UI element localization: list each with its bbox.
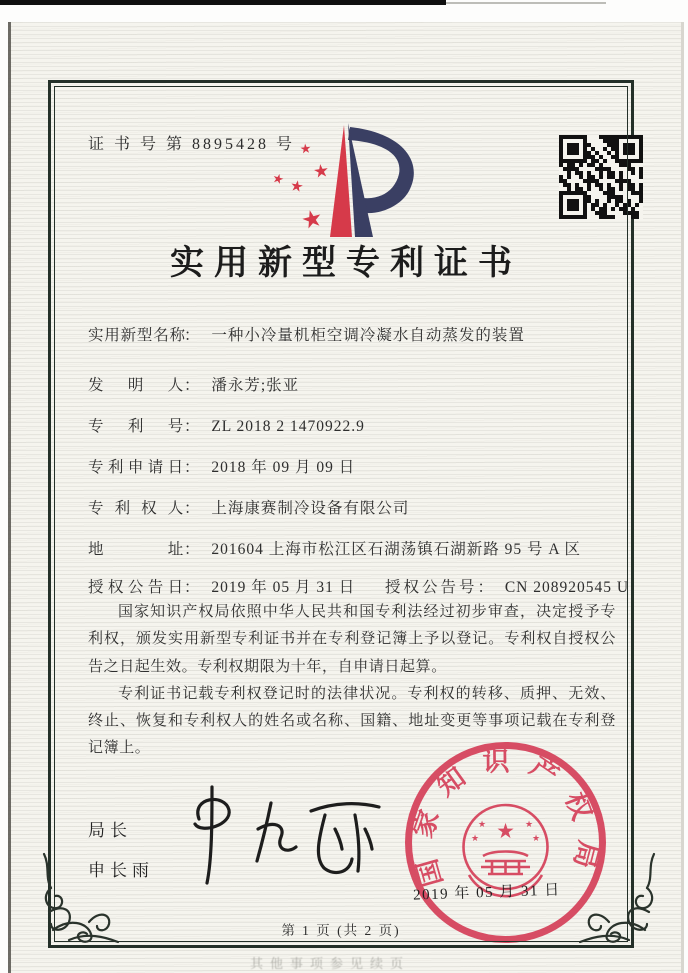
field-value: 上海康赛制冷设备有限公司 [211,500,410,517]
field-label: 授权公告日 [88,579,184,596]
certificate-number: 证 书 号 第 8895428 号 [88,136,296,153]
field-value: 201604 上海市松江区石湖荡镇石湖新路 95 号 A 区 [211,541,582,558]
certificate-frame [48,80,634,948]
page-number: 第 1 页 (共 2 页) [281,923,401,938]
svg-text:★: ★ [311,160,331,183]
field-label: 专利申请日 [88,459,184,476]
bleed-through-note: 其他事项参见续页 [250,956,411,971]
field-label: 地址 [88,541,184,558]
field-value: CN 208920545 U [504,579,630,596]
field-grant-row [88,575,630,597]
paper-edge-shadow-right [681,22,684,973]
field-patent-number [88,414,365,436]
field-label: 发明人 [88,377,184,394]
colon: ： [184,327,201,344]
colon: ： [184,377,201,394]
field-label: 授权公告号 [385,579,478,596]
colon: ： [184,541,201,558]
colon: ： [477,579,494,596]
field-filing-date [88,455,355,477]
field-address [88,537,581,559]
field-label: 专利号 [88,418,184,435]
legal-paragraph: 专利证书记载专利权登记时的法律状况。专利权的转移、质押、无效、终止、恢复和专利权人的姓名或名称、国籍、地址变更等事项记载在专利登记簿上。 [88,685,616,757]
seal-date: 2019 年 05 月 31 日 [412,882,562,904]
field-value: 2018 年 09 月 09 日 [211,459,356,476]
field-value: 一种小冷量机柜空调冷凝水自动蒸发的装置 [211,327,525,344]
paper-edge-shadow-left [8,22,11,973]
svg-text:★: ★ [524,819,534,829]
certificate-paper [8,22,684,973]
field-label: 专利权人 [88,500,184,517]
director-signature-handwriting [159,779,399,891]
svg-text:★: ★ [298,140,313,157]
scan-artifact-line-faint [446,2,606,4]
svg-text:★: ★ [477,819,487,829]
field-utility-model-name [88,323,525,345]
colon: ： [184,500,201,517]
field-value: 潘永芳;张亚 [211,377,300,394]
field-value: 2019 年 05 月 31 日 [211,579,356,596]
svg-text:★: ★ [270,169,286,188]
legal-paragraph: 国家知识产权局依照中华人民共和国专利法经过初步审查，决定授予专利权，颁发实用新型专利证书并在专利登记簿上予以登记。专利权自授权公告之日起生效。专利权期限为十年，自申请日起算。 [88,604,616,675]
certificate-title: 实用新型专利证书 [170,245,522,282]
colon: ： [184,459,201,476]
director-title: 局长 [88,821,132,840]
field-inventor [88,373,299,395]
director-name: 申长雨 [88,861,154,880]
colon: ： [184,579,201,596]
corner-flourish-right [560,852,660,944]
svg-text:★: ★ [298,204,326,236]
svg-text:★: ★ [496,819,515,843]
svg-text:★: ★ [470,833,480,843]
svg-text:★: ★ [531,833,541,843]
field-patentee [88,496,409,518]
field-label: 实用新型名称 [88,327,186,344]
svg-text:★: ★ [288,178,305,197]
field-value: ZL 2018 2 1470922.9 [211,418,365,435]
corner-flourish-left [38,852,138,944]
colon: ： [184,418,201,435]
svg-text:国家知识产权局: 国家知识产权局 [407,746,604,890]
scan-artifact-line [0,0,446,5]
cnipa-patent-logo-icon [256,117,426,241]
field-grant-number [385,575,629,597]
qr-code [559,135,643,219]
